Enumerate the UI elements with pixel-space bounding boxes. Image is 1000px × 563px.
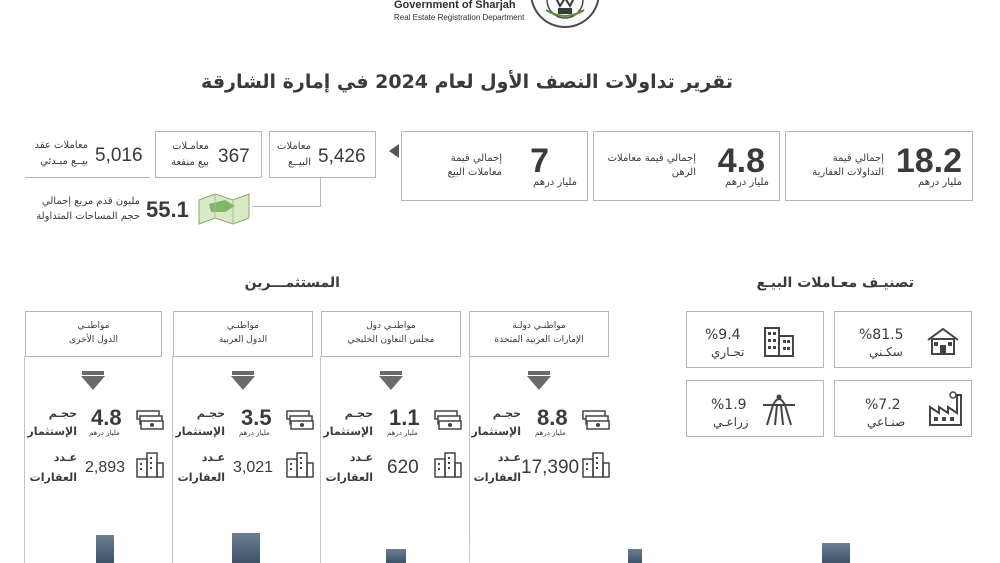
factory-icon xyxy=(927,391,963,431)
mortgage-unit: مليار درهم xyxy=(725,177,769,188)
investor-head-line-2: الإمارات العربية المتحدة xyxy=(494,334,584,345)
investment-unit: مليار درهم xyxy=(535,429,566,437)
total-trading-value-card xyxy=(785,131,973,201)
commercial-pct: %9.4 xyxy=(705,327,741,343)
city-skyline-image xyxy=(0,503,1000,563)
total-trading-label: إجمالي قيمة التداولات العقارية xyxy=(812,153,884,178)
investor-head-line-1: مواطنـي دول xyxy=(366,321,416,331)
sales-count-card xyxy=(269,131,376,178)
investor-head-line-1: مواطنـي xyxy=(227,321,259,331)
investment-unit: مليار درهم xyxy=(387,429,418,437)
down-arrow-icon xyxy=(527,376,551,390)
volume-label-2: الإستثمار xyxy=(471,425,521,438)
preliminary-count: 5,016 xyxy=(95,145,143,166)
land-map-icon xyxy=(195,190,253,226)
investor-head-line-2: الدول الأخرى xyxy=(69,334,118,345)
investor-head-line-2: الدول العربية xyxy=(218,334,268,345)
volume-label-1: حجـم xyxy=(344,407,373,420)
investment-volume: 1.1 xyxy=(389,405,420,430)
page-title: تقرير تداولات النصف الأول لعام 2024 في إمارة الشارقة xyxy=(201,71,733,93)
count-label-2: العقارات xyxy=(473,471,521,484)
count-label-1: عـدد xyxy=(349,451,373,464)
investment-unit: مليار درهم xyxy=(239,429,270,437)
count-label-2: العقارات xyxy=(177,471,225,484)
preliminary-count-label-2: بيــع مبـدئي xyxy=(40,156,88,167)
count-label-1: عـدد xyxy=(201,451,225,464)
investment-volume: 8.8 xyxy=(537,405,568,430)
investors-title: المستثمـــرين xyxy=(244,275,340,291)
government-title: Government of Sharjah xyxy=(394,0,516,11)
down-arrow-icon xyxy=(231,376,255,390)
residential-pct: %81.5 xyxy=(859,327,904,343)
money-stack-icon xyxy=(285,407,315,435)
property-count: 2,893 xyxy=(85,459,126,476)
property-count: 17,390 xyxy=(521,457,580,478)
industrial-card xyxy=(834,380,972,437)
volume-label-1: حجـم xyxy=(196,407,225,420)
area-block xyxy=(20,190,260,230)
industrial-pct: %7.2 xyxy=(865,397,901,413)
count-label-2: العقارات xyxy=(325,471,373,484)
mortgage-label: إجمالي قيمة معاملات الرهن xyxy=(607,153,696,178)
area-line-1: مليون قدم مربع إجمالي xyxy=(41,196,140,207)
investment-unit: مليار درهم xyxy=(89,429,120,437)
agricultural-name: زراعـي xyxy=(713,415,749,429)
sales-classification-title: تصنيـف معـاملات البيـع xyxy=(756,275,914,291)
buildings-icon xyxy=(581,451,611,483)
down-arrow-stem xyxy=(232,371,254,375)
down-arrow-icon xyxy=(81,376,105,390)
sales-count-label-2: البيــع xyxy=(287,157,311,168)
down-arrow-stem xyxy=(380,371,402,375)
volume-label-1: حجـم xyxy=(48,407,77,420)
area-line-2: حجم المساحات المتداولة xyxy=(36,211,140,222)
mortgage-value: 4.8 xyxy=(717,142,765,180)
down-arrow-stem xyxy=(82,371,104,375)
connector-line-horizontal xyxy=(252,206,321,207)
down-arrow-icon xyxy=(379,376,403,390)
agriculture-icon xyxy=(761,391,797,431)
usufruct-count-label-2: بيع منفعة xyxy=(171,157,209,168)
investor-group-header xyxy=(469,311,609,357)
money-stack-icon xyxy=(581,407,611,435)
commercial-card xyxy=(686,311,824,368)
connector-line xyxy=(320,178,321,206)
count-label-1: عـدد xyxy=(53,451,77,464)
sales-label: إجمالي قيمة معاملات البيع xyxy=(447,153,502,178)
buildings-icon xyxy=(285,451,315,483)
preliminary-count-label-1: معاملات عقد xyxy=(34,140,88,151)
money-stack-icon xyxy=(135,407,165,435)
count-label-2: العقارات xyxy=(29,471,77,484)
investor-head-line-2: مجلس التعاون الخليجي xyxy=(347,334,435,345)
investor-group-header xyxy=(321,311,461,357)
usufruct-count-label-1: معامـلات xyxy=(172,141,209,152)
sales-count-label-1: معاملات xyxy=(277,141,311,152)
buildings-icon xyxy=(433,451,463,483)
industrial-name: صنـاعي xyxy=(867,415,906,429)
department-subtitle: Real Estate Registration Department xyxy=(394,13,525,22)
investment-volume: 3.5 xyxy=(241,405,272,430)
investment-volume: 4.8 xyxy=(91,405,122,430)
property-count: 3,021 xyxy=(233,459,274,476)
property-count: 620 xyxy=(387,457,419,478)
agricultural-pct: %1.9 xyxy=(711,397,747,413)
investor-group-header xyxy=(173,311,313,357)
usufruct-count-card xyxy=(155,131,262,178)
volume-label-2: الإستثمار xyxy=(27,425,77,438)
down-arrow-stem xyxy=(528,371,550,375)
volume-label-2: الإستثمار xyxy=(323,425,373,438)
commercial-building-icon xyxy=(761,322,797,362)
sales-value-card xyxy=(401,131,588,201)
sales-value: 7 xyxy=(530,142,549,180)
total-trading-unit: مليار درهم xyxy=(918,177,962,188)
count-label-1: عـدد xyxy=(497,451,521,464)
investor-group-header xyxy=(25,311,162,357)
commercial-name: تجـاري xyxy=(711,345,745,359)
pointer-arrow-icon xyxy=(389,144,399,158)
volume-label-1: حجـم xyxy=(492,407,521,420)
residential-card xyxy=(834,311,972,368)
buildings-icon xyxy=(135,451,165,483)
sales-unit: مليار درهم xyxy=(533,177,577,188)
preliminary-count-card xyxy=(25,131,150,178)
volume-label-2: الإستثمار xyxy=(175,425,225,438)
investor-head-line-1: مواطنـي xyxy=(77,321,110,331)
residential-name: سكـني xyxy=(869,345,903,359)
agricultural-card xyxy=(686,380,824,437)
sales-count: 5,426 xyxy=(318,146,366,167)
money-stack-icon xyxy=(433,407,463,435)
total-trading-value: 18.2 xyxy=(895,142,962,180)
house-icon xyxy=(925,326,961,360)
usufruct-count: 367 xyxy=(218,146,250,167)
investor-head-line-1: مواطنـي دولـة xyxy=(512,321,566,331)
area-value: 55.1 xyxy=(146,197,189,222)
mortgage-value-card xyxy=(593,131,780,201)
